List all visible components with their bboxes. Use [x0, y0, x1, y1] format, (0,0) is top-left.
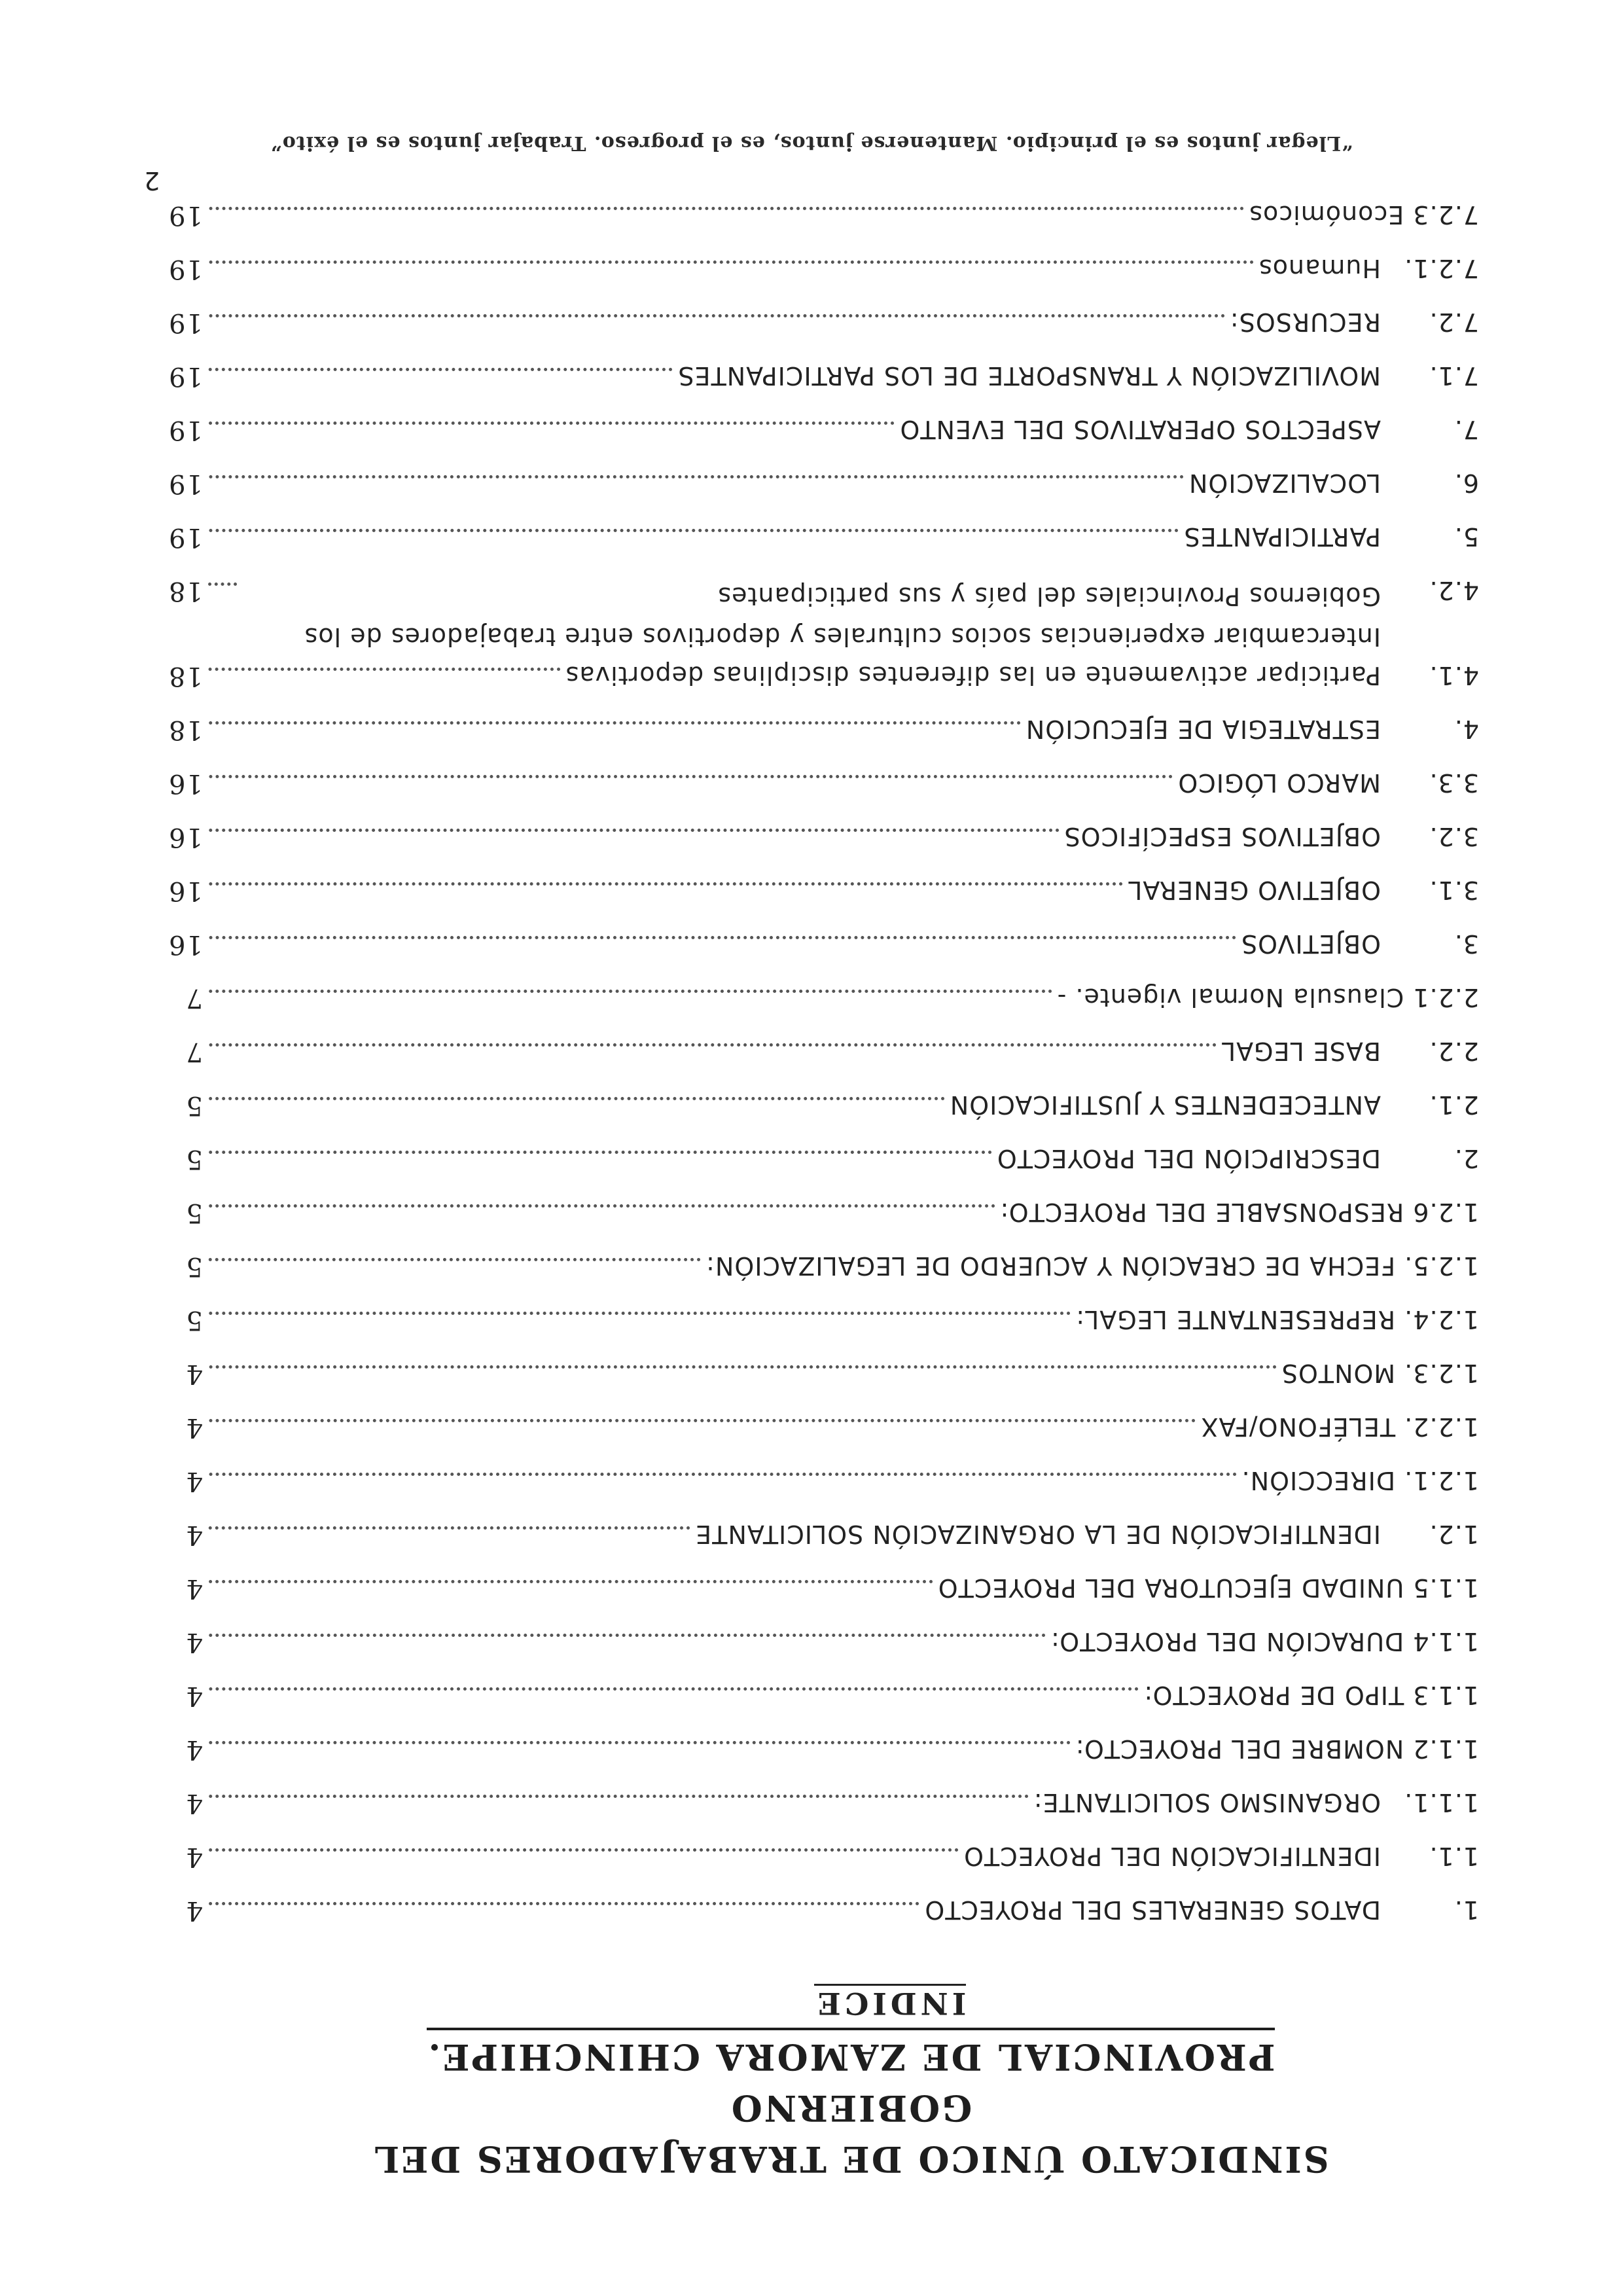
toc-dot-leader — [208, 1741, 1070, 1744]
toc-entry-page: 4 — [185, 1412, 203, 1443]
toc-entry — [164, 415, 1479, 469]
toc-entry-page: 16 — [168, 822, 203, 852]
toc-entry-label: ASPECTOS OPERATIVOS DEL EVENTO — [899, 415, 1381, 444]
toc-entry-page: 18 — [168, 576, 203, 606]
toc-entry-label: 1.1.2 NOMBRE DEL PROYECTO: — [1075, 1734, 1479, 1763]
toc-entry-number: 7.2. — [1429, 308, 1479, 336]
toc-entry-number: 1.1. — [1429, 1842, 1479, 1871]
footer-quote: “Llegar juntos es el principio. Mantenerse juntos, es el progreso. Trabajar juntos es el éxito” — [270, 132, 1353, 154]
toc-entry-label: 2.2.1 Clausula Normal vigente. - — [1056, 983, 1479, 1012]
toc-entry — [164, 1734, 1479, 1788]
toc-dot-leader — [208, 1419, 1195, 1422]
toc-entry-page: 18 — [168, 715, 203, 745]
toc-entry-label: IDENTIFICACIÓN DEL PROYECTO — [963, 1842, 1381, 1871]
toc-entry-number: 3.1. — [1429, 876, 1479, 905]
toc-entry-number: 5. — [1454, 522, 1479, 551]
toc-entry-page: 16 — [168, 876, 203, 906]
toc-entry-label: 7.2.3 Económicos — [1249, 200, 1479, 229]
toc-entry-page: 7 — [185, 983, 203, 1013]
toc-dot-leader — [208, 583, 237, 586]
toc-entry-page: 19 — [168, 522, 203, 552]
toc-entry-number: 4. — [1454, 715, 1479, 744]
toc-entry-label: ESTRATEGIA DE EJECUCIÓN — [1025, 715, 1381, 744]
toc-entry-number: 4.2. — [1429, 576, 1479, 605]
toc-entry — [164, 1520, 1479, 1573]
toc-entry-label: 1.2.3. MONTOS — [1281, 1359, 1479, 1388]
toc-entry — [164, 1627, 1479, 1681]
toc-entry — [164, 1144, 1479, 1198]
toc-entry-page: 5 — [185, 1305, 203, 1335]
toc-entry-label: Humanos — [1258, 254, 1381, 283]
toc-dot-leader — [208, 1687, 1138, 1691]
toc-entry-page: 5 — [185, 1090, 203, 1121]
toc-entry-label: OBJETIVO GENERAL — [1128, 876, 1381, 905]
toc-entry-number: 2.1. — [1429, 1090, 1479, 1119]
toc-entry-page: 5 — [185, 1198, 203, 1228]
toc-dot-leader — [208, 829, 1059, 832]
toc-entry — [164, 1842, 1479, 1895]
toc-entry-label: Intercambiar experiencias socios culturales y deportivos entre trabajadores de los Gobiernos Provinciales del país y sus participantes — [304, 582, 1381, 651]
toc-entry-label: DATOS GENERALES DEL PROYECTO — [924, 1895, 1381, 1924]
toc-dot-leader — [208, 1204, 995, 1208]
table-of-contents — [164, 200, 1479, 1949]
toc-entry-label: ORGANISMO SOLICITANTE: — [1033, 1788, 1381, 1817]
toc-entry-page: 4 — [185, 1573, 203, 1604]
toc-dot-leader — [208, 1043, 1216, 1047]
toc-entry — [164, 522, 1479, 576]
toc-entry-page: 19 — [168, 200, 203, 230]
toc-entry — [164, 1573, 1479, 1627]
toc-dot-leader — [208, 990, 1052, 993]
toc-dot-leader — [208, 207, 1243, 210]
toc-entry-page: 18 — [168, 661, 203, 691]
toc-entry — [164, 1359, 1479, 1412]
page-number: 2 — [144, 166, 160, 195]
toc-entry-page: 4 — [185, 1520, 203, 1550]
toc-entry-page: 16 — [168, 929, 203, 960]
toc-entry-label: OBJETIVOS — [1241, 929, 1381, 958]
toc-entry — [164, 1090, 1479, 1144]
toc-entry-number: 6. — [1454, 469, 1479, 497]
toc-entry-page: 19 — [168, 254, 203, 284]
toc-dot-leader — [208, 368, 672, 371]
toc-entry — [164, 876, 1479, 929]
toc-entry-number: 2. — [1454, 1144, 1479, 1173]
toc-entry-number: 1. — [1454, 1895, 1479, 1924]
toc-entry-number: 7. — [1454, 415, 1479, 444]
toc-dot-leader — [208, 1312, 1070, 1315]
toc-dot-leader — [208, 1902, 919, 1905]
toc-entry — [164, 1037, 1479, 1090]
toc-entry — [164, 1788, 1479, 1842]
toc-entry-label: 1.2.1. DIRECCIÓN. — [1241, 1466, 1479, 1495]
toc-entry — [164, 1251, 1479, 1305]
toc-entry-label: 1.2.2. TELÉFONO/FAX — [1200, 1412, 1479, 1441]
toc-entry — [164, 1466, 1479, 1520]
toc-entry — [164, 929, 1479, 983]
toc-entry-label: Participar activamente en las diferentes disciplinas deportivas — [565, 661, 1381, 690]
toc-entry-label: BASE LEGAL — [1221, 1037, 1381, 1066]
toc-entry — [164, 983, 1479, 1037]
toc-dot-leader — [208, 721, 1020, 725]
toc-entry-label: MARCO LÓGICO — [1177, 768, 1381, 797]
toc-dot-leader — [208, 529, 1178, 532]
toc-entry-label: 1.2.6 RESPONSABLE DEL PROYECTO: — [999, 1198, 1479, 1227]
toc-entry-label: 1.2.4. REPRESENTANTE LEGAL: — [1075, 1305, 1479, 1334]
toc-entry-page: 5 — [185, 1251, 203, 1282]
toc-entry — [164, 308, 1479, 361]
toc-entry-label: RECURSOS: — [1229, 308, 1381, 336]
toc-entry-page: 4 — [185, 1627, 203, 1657]
toc-entry — [164, 661, 1479, 715]
toc-entry-label: 1.2.5. FECHA DE CREACIÓN Y ACUERDO DE LEGALIZACIÓN: — [705, 1251, 1479, 1280]
toc-entry-label: ANTECEDENTES Y JUSTIFICACIÓN — [949, 1090, 1381, 1119]
toc-entry-label: PARTICIPANTES — [1183, 522, 1381, 551]
toc-entry — [164, 1198, 1479, 1251]
toc-entry — [164, 1412, 1479, 1466]
toc-dot-leader — [208, 668, 560, 671]
toc-entry-number: 3.3. — [1429, 768, 1479, 797]
toc-dot-leader — [208, 1258, 700, 1261]
toc-entry — [164, 200, 1479, 254]
toc-entry-number: 7.2.1. — [1404, 254, 1479, 283]
toc-entry — [164, 715, 1479, 768]
toc-entry-label: IDENTIFICACIÓN DE LA ORGANIZACIÓN SOLICITANTE — [695, 1520, 1381, 1549]
toc-entry-page: 16 — [168, 768, 203, 798]
toc-entry-label: MOVILIZACIÓN Y TRANSPORTE DE LOS PARTICIPANTES — [677, 361, 1381, 390]
header-line-1: SINDICATO ÚNICO DE TRABAJADORES DEL GOBIERNO — [372, 2087, 1329, 2180]
toc-entry-page: 19 — [168, 308, 203, 338]
toc-entry-number: 4.1. — [1429, 661, 1479, 690]
toc-entry-number: 3.2. — [1429, 822, 1479, 851]
toc-entry-label: 1.1.3 TIPO DE PROYECTO: — [1143, 1681, 1479, 1710]
toc-entry-page: 19 — [168, 415, 203, 445]
toc-entry-label: DESCRIPCIÓN DEL PROYECTO — [996, 1144, 1381, 1173]
toc-entry-page: 4 — [185, 1788, 203, 1818]
toc-entry — [164, 576, 1479, 661]
toc-dot-leader — [208, 1634, 1045, 1637]
toc-dot-leader — [208, 422, 894, 425]
toc-entry — [164, 768, 1479, 822]
toc-entry-number: 2.2. — [1429, 1037, 1479, 1066]
toc-dot-leader — [208, 882, 1122, 886]
toc-entry-page: 5 — [185, 1144, 203, 1174]
toc-dot-leader — [208, 1097, 944, 1100]
toc-entry-number: 3. — [1454, 929, 1479, 958]
toc-dot-leader — [208, 1526, 690, 1530]
toc-entry-number: 7.1. — [1429, 361, 1479, 390]
toc-entry-page: 4 — [185, 1734, 203, 1765]
toc-entry-page: 4 — [185, 1466, 203, 1496]
toc-dot-leader — [208, 475, 1183, 478]
toc-entry-page: 4 — [185, 1359, 203, 1389]
toc-dot-leader — [208, 775, 1172, 778]
toc-entry-page: 4 — [185, 1895, 203, 1926]
toc-entry-page: 7 — [185, 1037, 203, 1067]
toc-entry — [164, 822, 1479, 876]
toc-entry-label: 1.1.4 DURACIÓN DEL PROYECTO: — [1050, 1627, 1479, 1656]
toc-entry-label: OBJETIVOS ESPECÍFICOS — [1063, 822, 1381, 851]
toc-entry — [164, 254, 1479, 308]
toc-entry — [164, 469, 1479, 522]
index-title — [772, 1986, 1008, 2021]
toc-entry-page: 19 — [168, 361, 203, 391]
toc-entry — [164, 1895, 1479, 1949]
toc-entry-label: LOCALIZACIÓN — [1188, 469, 1381, 497]
toc-entry-number: 1.2. — [1429, 1520, 1479, 1549]
toc-dot-leader — [208, 1151, 991, 1154]
toc-entry-page: 4 — [185, 1681, 203, 1711]
toc-entry-label: 1.1.5 UNIDAD EJECUTORA DEL PROYECTO — [937, 1573, 1479, 1602]
toc-dot-leader — [208, 260, 1253, 264]
toc-dot-leader — [208, 1473, 1236, 1476]
index-title-text: INDICE — [814, 1984, 967, 2021]
toc-dot-leader — [208, 1365, 1276, 1369]
toc-entry — [164, 361, 1479, 415]
organization-header — [340, 2028, 1361, 2185]
toc-entry — [164, 1681, 1479, 1734]
toc-dot-leader — [208, 1795, 1028, 1798]
toc-entry-page: 4 — [185, 1842, 203, 1872]
toc-entry-number: 1.1.1. — [1404, 1788, 1479, 1817]
header-line-2: PROVINCIAL DE ZAMORA CHINCHIPE. — [427, 2028, 1275, 2083]
toc-dot-leader — [208, 1848, 958, 1852]
toc-entry-page: 19 — [168, 469, 203, 499]
toc-dot-leader — [208, 1580, 933, 1583]
toc-dot-leader — [208, 314, 1224, 317]
toc-entry — [164, 1305, 1479, 1359]
toc-dot-leader — [208, 936, 1236, 939]
